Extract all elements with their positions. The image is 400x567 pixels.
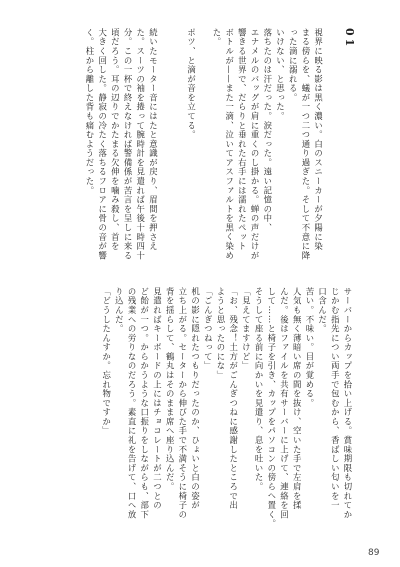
- text-line: [198, 28, 211, 253]
- page-number: 89: [368, 548, 380, 558]
- lower-text-block: [100, 287, 354, 529]
- text-line: [325, 28, 338, 253]
- text-line: 「ごんぎつねって」: [203, 287, 214, 371]
- text-line: ポツ、と滴が音を立てる。: [186, 28, 197, 140]
- text-line: して……と椅子を引き、カップをパソコンの傍らへ置く。: [266, 287, 277, 529]
- text-line: 「お、残念！土方がごんぎつねに感謝したところで出: [228, 287, 239, 510]
- text-line: 人気も無く薄暗い席の間を抜け、空いた手で左肩を揉: [292, 287, 303, 510]
- text-line: 「どうしたんすか。忘れ物ですか」: [101, 287, 112, 436]
- text-line: まる傍らを、蟻が一つ二つ通り過ぎた。そして不意に降: [300, 28, 311, 261]
- text-line: 視界に映る影は黒く濃い。白のスニーカーが夕陽に染: [313, 28, 324, 251]
- text-line: ようと思ったのにな」: [215, 287, 226, 380]
- text-line: の残業への労りなのだろう。素直に礼を告げて、口へ放: [127, 287, 138, 520]
- text-line: 机の影に隠れたつもりだったのか、ひょいと白の姿が: [190, 287, 201, 510]
- text-line: 響きる世界で、だらりと垂れた右手には濡れたペット: [237, 28, 248, 251]
- text-line: 口含んだ。: [317, 287, 328, 334]
- text-line: [172, 28, 185, 253]
- text-line: た。スーツの袖を捲って腕時計を見遣れば午後十時四十: [135, 28, 146, 261]
- text-line: 落ちたのは汗だった。涙だった。遠い記憶の中、: [262, 28, 273, 233]
- text-line: 分。この一杯で終えなければ警備係が苦言を呈しに来る: [123, 28, 134, 261]
- text-line: じかむ指先につい両手で包むから、香ばしい匂いを一: [330, 287, 341, 510]
- text-line: り込んだ。: [114, 287, 125, 334]
- text-line: 「見えてますけど」: [241, 287, 252, 371]
- text-line: 続いたモーター音にはたと意識が戻り、眉間を押さえ: [148, 28, 159, 251]
- text-line: った滴に溺れる。: [288, 28, 299, 103]
- text-line: サーバーからカップを拾い上げる。賞味期限も切れてか: [343, 287, 353, 520]
- upper-text-block: [83, 28, 350, 261]
- text-line: 大きく回した。静寂の冷たく落ちるフロアに骨の音が響: [97, 28, 108, 261]
- text-line: ボトルが——また一滴、泣いてアスファルトを黒く染め: [224, 28, 235, 261]
- text-line: ど飴が一つ。からかうような口振りをしながらも、部下: [139, 287, 150, 520]
- text-line: 背を揺らして、鶴丸はそのまま席へ座り込んだ。: [165, 287, 176, 492]
- text-line: 苦い。不味い。目が覚める。: [304, 287, 315, 408]
- text-line: 見遣ればキーボードの上にはチョコレートが二つとの: [152, 287, 163, 510]
- text-line: た。: [211, 28, 222, 47]
- text-line: エナメルのバッグが肩に重くのし掛かる。蝉の声だけが: [250, 28, 261, 261]
- text-line: [337, 28, 350, 253]
- text-line: [159, 28, 172, 253]
- text-line: んだ。後はファイルを共有サーバーに上げて、連絡を回: [279, 287, 290, 520]
- text-line: 頃だろう。耳の辺りでかたまる欠伸を噛み殺し、首を: [110, 28, 121, 251]
- text-line: いけない、と思った。: [275, 28, 286, 121]
- chapter-number: 01: [343, 28, 356, 50]
- text-line: 立ち上がる。セーターから伸びた手で不満そうに椅子の: [177, 287, 188, 520]
- text-line: く。柱から離した背も痛むようだった。: [84, 28, 95, 196]
- text-line: そうして座る前に向かいを見遣り、息を吐いた。: [254, 287, 265, 492]
